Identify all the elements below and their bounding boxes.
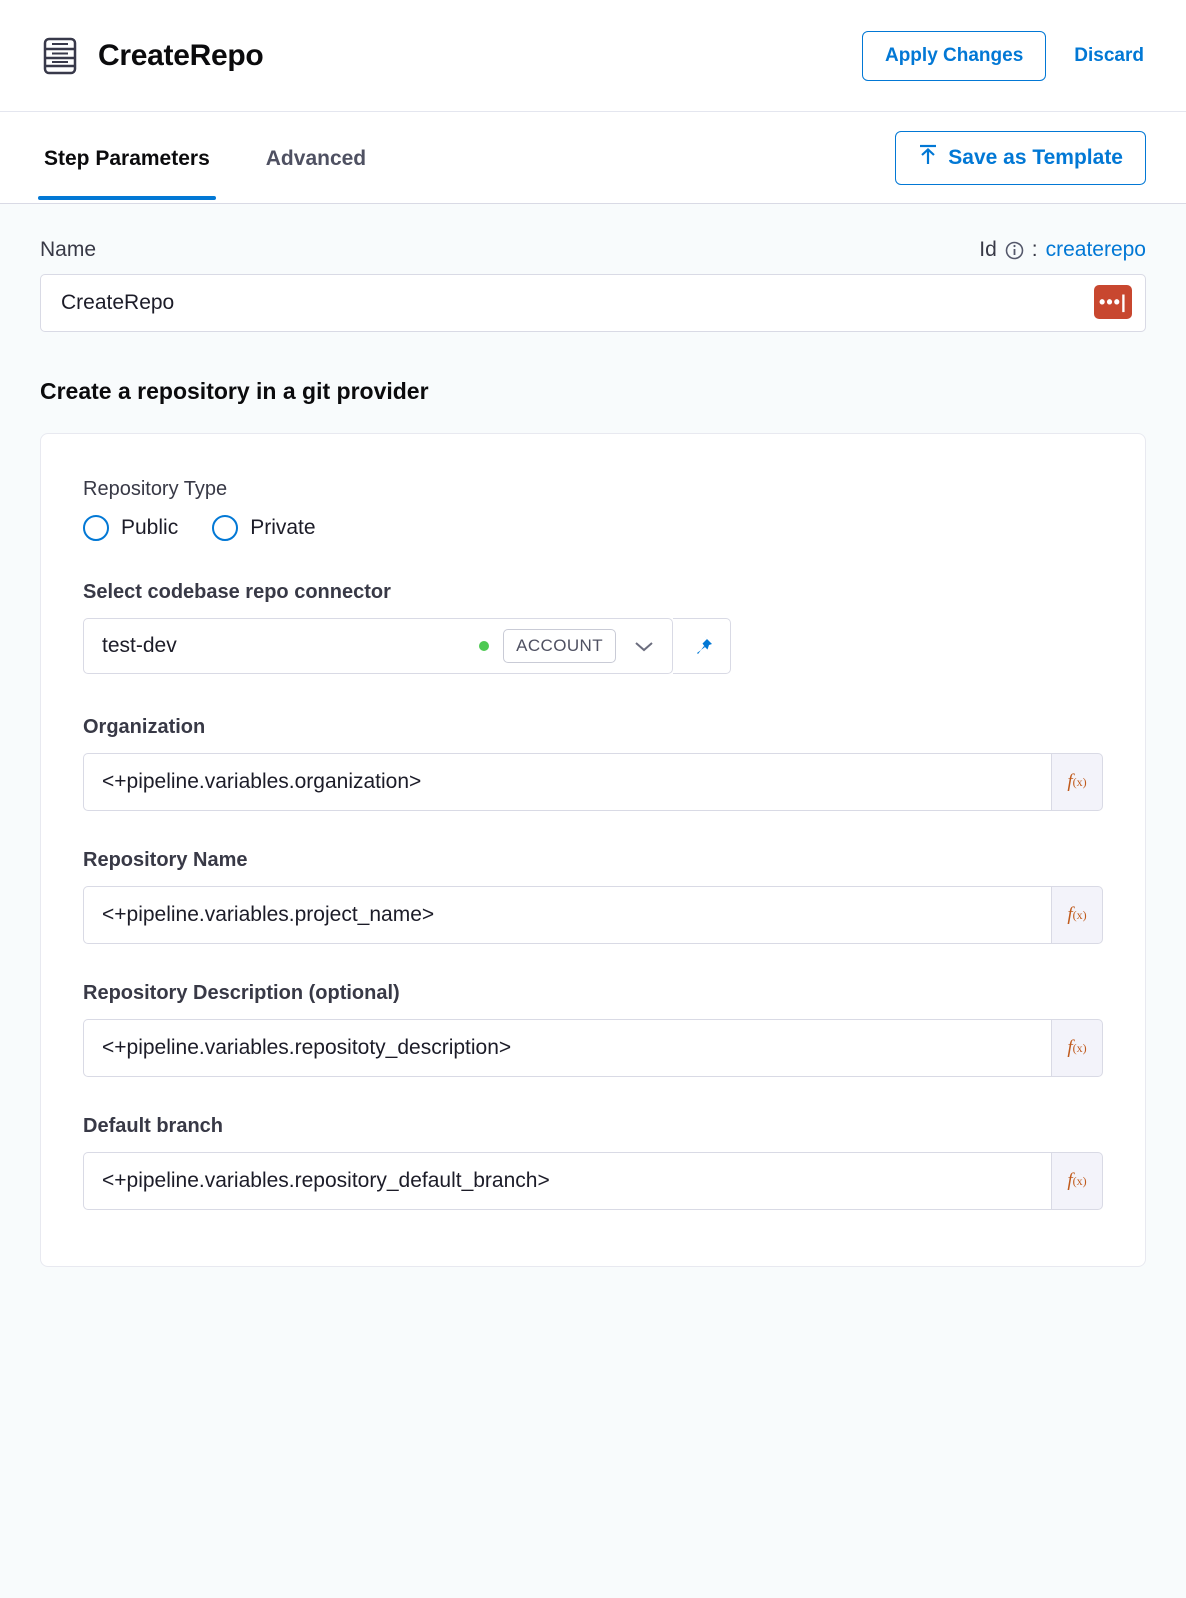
field-default-branch bbox=[83, 1115, 1103, 1210]
pin-icon[interactable] bbox=[673, 618, 731, 674]
name-label: Name bbox=[40, 238, 97, 261]
field-repository-name bbox=[83, 849, 1103, 944]
page-header bbox=[0, 0, 1186, 112]
status-dot-icon bbox=[479, 641, 489, 651]
save-as-template-button[interactable] bbox=[895, 131, 1146, 185]
repository-name-input-row bbox=[83, 886, 1103, 944]
repository-description-input[interactable] bbox=[83, 1019, 1051, 1077]
radio-private[interactable] bbox=[212, 515, 315, 541]
default-branch-input[interactable] bbox=[83, 1152, 1051, 1210]
section-title: Create a repository in a git provider bbox=[40, 378, 429, 404]
repository-type-label: Repository Type bbox=[83, 478, 228, 500]
header-actions bbox=[862, 31, 1146, 81]
discard-button[interactable]: Discard bbox=[1072, 39, 1146, 73]
field-repository-description bbox=[83, 982, 1103, 1077]
repository-type-radio-group bbox=[83, 515, 1103, 541]
tab-step-parameters[interactable]: Step Parameters bbox=[40, 117, 214, 199]
radio-public[interactable] bbox=[83, 515, 178, 541]
connector-row bbox=[83, 618, 1103, 674]
organization-input-row bbox=[83, 753, 1103, 811]
expression-toggle-button[interactable]: f (x) bbox=[1051, 886, 1103, 944]
radio-private-label: Private bbox=[250, 516, 316, 539]
connector-select[interactable] bbox=[83, 618, 673, 674]
expression-toggle-button[interactable]: f (x) bbox=[1051, 1019, 1103, 1077]
id-display bbox=[979, 238, 1146, 262]
organization-label: Organization bbox=[83, 716, 206, 738]
page-title: CreateRepo bbox=[98, 38, 264, 72]
tab-advanced[interactable]: Advanced bbox=[265, 146, 367, 170]
name-runtime-badge[interactable]: •••| bbox=[1094, 285, 1132, 319]
connector-label: Select codebase repo connector bbox=[83, 581, 391, 603]
repository-name-input[interactable] bbox=[83, 886, 1051, 944]
repository-description-input-row bbox=[83, 1019, 1103, 1077]
id-value[interactable]: createrepo bbox=[1045, 238, 1146, 261]
default-branch-input-row bbox=[83, 1152, 1103, 1210]
info-icon[interactable] bbox=[1005, 241, 1024, 260]
parameters-card bbox=[40, 433, 1146, 1267]
connector-value: test-dev bbox=[102, 634, 177, 657]
connector-scope-badge: ACCOUNT bbox=[503, 629, 616, 663]
repository-icon bbox=[40, 36, 80, 76]
organization-input[interactable] bbox=[83, 753, 1051, 811]
repository-description-label: Repository Description (optional) bbox=[83, 982, 400, 1004]
name-row bbox=[40, 238, 1146, 262]
name-input[interactable] bbox=[40, 274, 1146, 332]
radio-public-label: Public bbox=[121, 516, 179, 539]
chevron-down-icon[interactable] bbox=[616, 639, 672, 653]
id-separator: : bbox=[1031, 238, 1038, 261]
save-as-template-label: Save as Template bbox=[948, 145, 1123, 169]
name-input-wrapper bbox=[40, 274, 1146, 332]
radio-circle-icon bbox=[212, 515, 238, 541]
id-label: Id bbox=[979, 238, 997, 261]
radio-circle-icon bbox=[83, 515, 109, 541]
expression-toggle-button[interactable]: f (x) bbox=[1051, 1152, 1103, 1210]
default-branch-label: Default branch bbox=[83, 1115, 224, 1137]
apply-changes-button[interactable]: Apply Changes bbox=[862, 31, 1046, 81]
expression-toggle-button[interactable]: f (x) bbox=[1051, 753, 1103, 811]
tab-bar bbox=[0, 112, 1186, 204]
repository-name-label: Repository Name bbox=[83, 849, 248, 871]
upload-icon bbox=[918, 144, 938, 172]
step-parameters-panel bbox=[0, 204, 1186, 1598]
field-organization bbox=[83, 716, 1103, 811]
